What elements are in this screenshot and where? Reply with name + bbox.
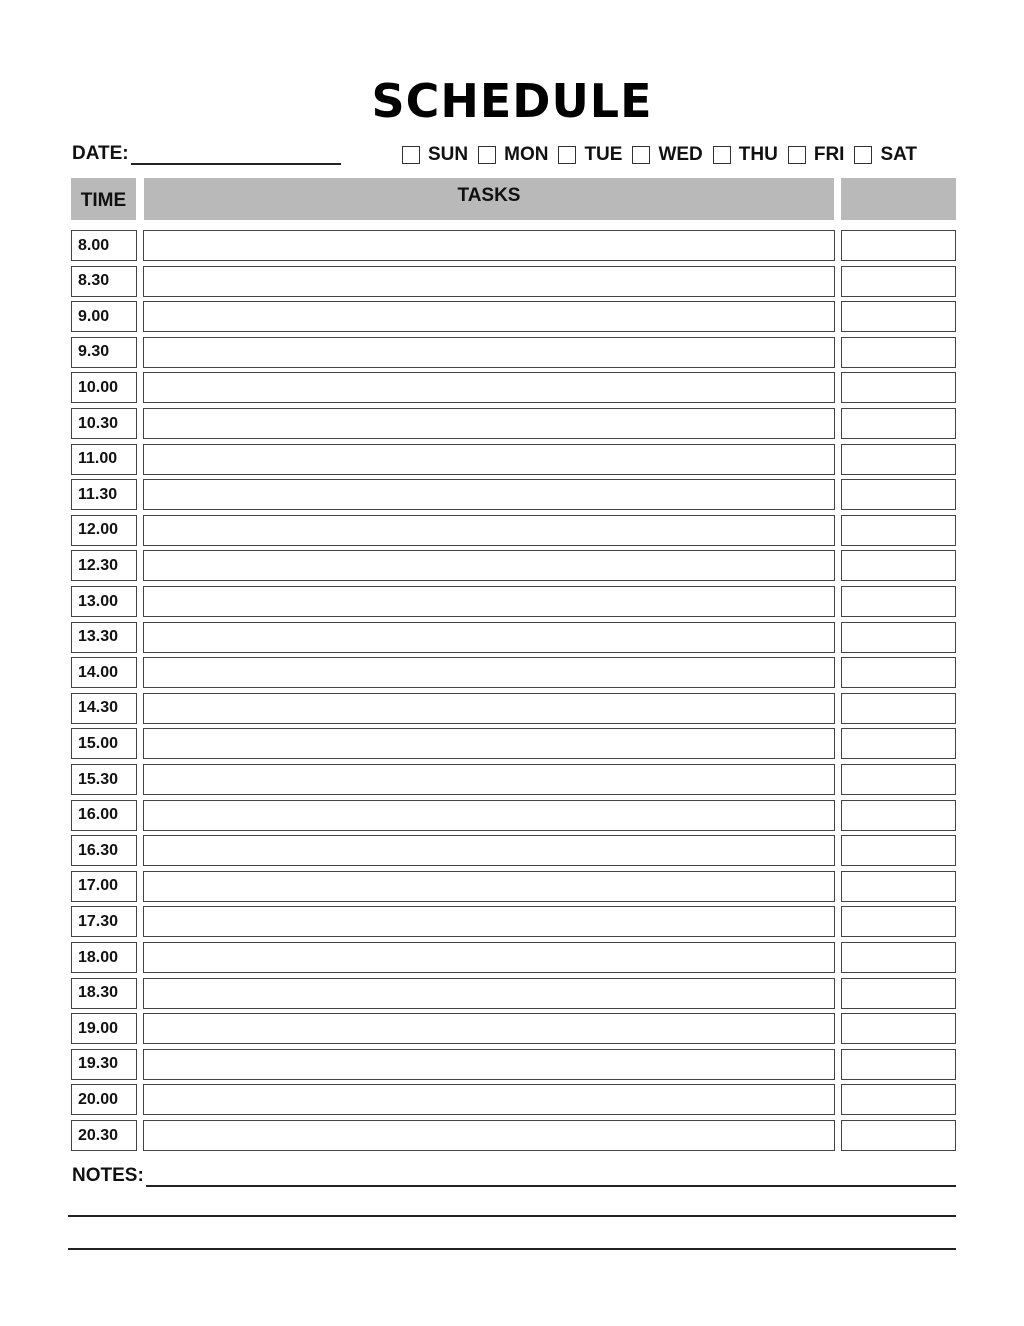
- header-extra: [841, 178, 956, 220]
- extra-cell[interactable]: [841, 337, 956, 368]
- time-cell: 12.30: [71, 550, 137, 581]
- day-label: THU: [738, 144, 778, 165]
- task-cell[interactable]: [143, 337, 835, 368]
- task-cell[interactable]: [143, 586, 835, 617]
- time-cell: 8.30: [71, 266, 137, 297]
- day-label: SAT: [880, 144, 918, 165]
- time-cell: 12.00: [71, 515, 137, 546]
- day-label: MON: [504, 144, 549, 165]
- notes-line-3[interactable]: [68, 1248, 956, 1250]
- time-cell: 9.00: [71, 301, 137, 332]
- time-cell: 14.30: [71, 693, 137, 724]
- task-cell[interactable]: [143, 408, 835, 439]
- extra-cell[interactable]: [841, 835, 956, 866]
- time-cell: 8.00: [71, 230, 137, 261]
- time-cell: 13.00: [71, 586, 137, 617]
- notes-label: NOTES:: [72, 1165, 144, 1186]
- extra-cell[interactable]: [841, 1084, 956, 1115]
- task-cell[interactable]: [143, 444, 835, 475]
- extra-cell[interactable]: [841, 372, 956, 403]
- time-cell: 9.30: [71, 337, 137, 368]
- checkbox-sat[interactable]: [854, 146, 872, 164]
- notes-line-2[interactable]: [68, 1215, 956, 1217]
- extra-cell[interactable]: [841, 693, 956, 724]
- task-cell[interactable]: [143, 372, 835, 403]
- task-cell[interactable]: [143, 728, 835, 759]
- extra-cell[interactable]: [841, 871, 956, 902]
- task-cell[interactable]: [143, 978, 835, 1009]
- time-cell: 19.30: [71, 1049, 137, 1080]
- notes-field: [72, 1165, 956, 1187]
- header-tasks: TASKS: [144, 178, 834, 220]
- extra-cell[interactable]: [841, 906, 956, 937]
- time-cell: 20.00: [71, 1084, 137, 1115]
- checkbox-mon[interactable]: [478, 146, 496, 164]
- notes-line-1[interactable]: [146, 1169, 956, 1187]
- checkbox-fri[interactable]: [788, 146, 806, 164]
- task-cell[interactable]: [143, 657, 835, 688]
- extra-cell[interactable]: [841, 942, 956, 973]
- time-cell: 10.00: [71, 372, 137, 403]
- time-cell: 18.30: [71, 978, 137, 1009]
- task-cell[interactable]: [143, 479, 835, 510]
- extra-cell[interactable]: [841, 301, 956, 332]
- day-wed[interactable]: [632, 144, 702, 166]
- extra-cell[interactable]: [841, 586, 956, 617]
- extra-cell[interactable]: [841, 550, 956, 581]
- extra-cell[interactable]: [841, 728, 956, 759]
- task-cell[interactable]: [143, 1084, 835, 1115]
- day-sun[interactable]: [402, 144, 468, 166]
- day-fri[interactable]: [788, 144, 845, 166]
- time-cell: 11.30: [71, 479, 137, 510]
- task-cell[interactable]: [143, 1120, 835, 1151]
- time-cell: 16.00: [71, 800, 137, 831]
- extra-cell[interactable]: [841, 978, 956, 1009]
- task-cell[interactable]: [143, 764, 835, 795]
- day-label: TUE: [584, 144, 623, 165]
- day-mon[interactable]: [478, 144, 548, 166]
- task-cell[interactable]: [143, 266, 835, 297]
- task-cell[interactable]: [143, 871, 835, 902]
- task-cell[interactable]: [143, 622, 835, 653]
- task-cell[interactable]: [143, 942, 835, 973]
- time-cell: 13.30: [71, 622, 137, 653]
- day-label: WED: [658, 144, 703, 165]
- day-sat[interactable]: [854, 144, 917, 166]
- task-cell[interactable]: [143, 800, 835, 831]
- day-tue[interactable]: [558, 144, 622, 166]
- task-cell[interactable]: [143, 1049, 835, 1080]
- time-cell: 10.30: [71, 408, 137, 439]
- time-cell: 11.00: [71, 444, 137, 475]
- checkbox-wed[interactable]: [632, 146, 650, 164]
- extra-cell[interactable]: [841, 622, 956, 653]
- time-cell: 20.30: [71, 1120, 137, 1151]
- extra-cell[interactable]: [841, 764, 956, 795]
- task-cell[interactable]: [143, 550, 835, 581]
- extra-cell[interactable]: [841, 1120, 956, 1151]
- header-time: TIME: [71, 178, 136, 220]
- time-cell: 15.30: [71, 764, 137, 795]
- weekday-checkboxes: [402, 144, 927, 166]
- extra-cell[interactable]: [841, 444, 956, 475]
- extra-cell[interactable]: [841, 230, 956, 261]
- day-label: FRI: [813, 144, 845, 165]
- time-cell: 18.00: [71, 942, 137, 973]
- task-cell[interactable]: [143, 693, 835, 724]
- checkbox-sun[interactable]: [402, 146, 420, 164]
- extra-cell[interactable]: [841, 657, 956, 688]
- extra-cell[interactable]: [841, 1049, 956, 1080]
- day-label: SUN: [428, 144, 469, 165]
- date-field: [72, 143, 341, 165]
- time-cell: 17.30: [71, 906, 137, 937]
- date-label: DATE:: [72, 143, 129, 164]
- time-cell: 19.00: [71, 1013, 137, 1044]
- task-cell[interactable]: [143, 230, 835, 261]
- time-cell: 17.00: [71, 871, 137, 902]
- task-cell[interactable]: [143, 515, 835, 546]
- task-cell[interactable]: [143, 1013, 835, 1044]
- time-cell: 14.00: [71, 657, 137, 688]
- checkbox-tue[interactable]: [558, 146, 576, 164]
- task-cell[interactable]: [143, 906, 835, 937]
- extra-cell[interactable]: [841, 479, 956, 510]
- extra-cell[interactable]: [841, 1013, 956, 1044]
- extra-cell[interactable]: [841, 800, 956, 831]
- checkbox-thu[interactable]: [713, 146, 731, 164]
- task-cell[interactable]: [143, 301, 835, 332]
- extra-cell[interactable]: [841, 266, 956, 297]
- day-thu[interactable]: [713, 144, 778, 166]
- date-input-line[interactable]: [131, 147, 341, 165]
- extra-cell[interactable]: [841, 515, 956, 546]
- time-cell: 16.30: [71, 835, 137, 866]
- page-title: SCHEDULE: [371, 74, 653, 128]
- time-cell: 15.00: [71, 728, 137, 759]
- extra-cell[interactable]: [841, 408, 956, 439]
- task-cell[interactable]: [143, 835, 835, 866]
